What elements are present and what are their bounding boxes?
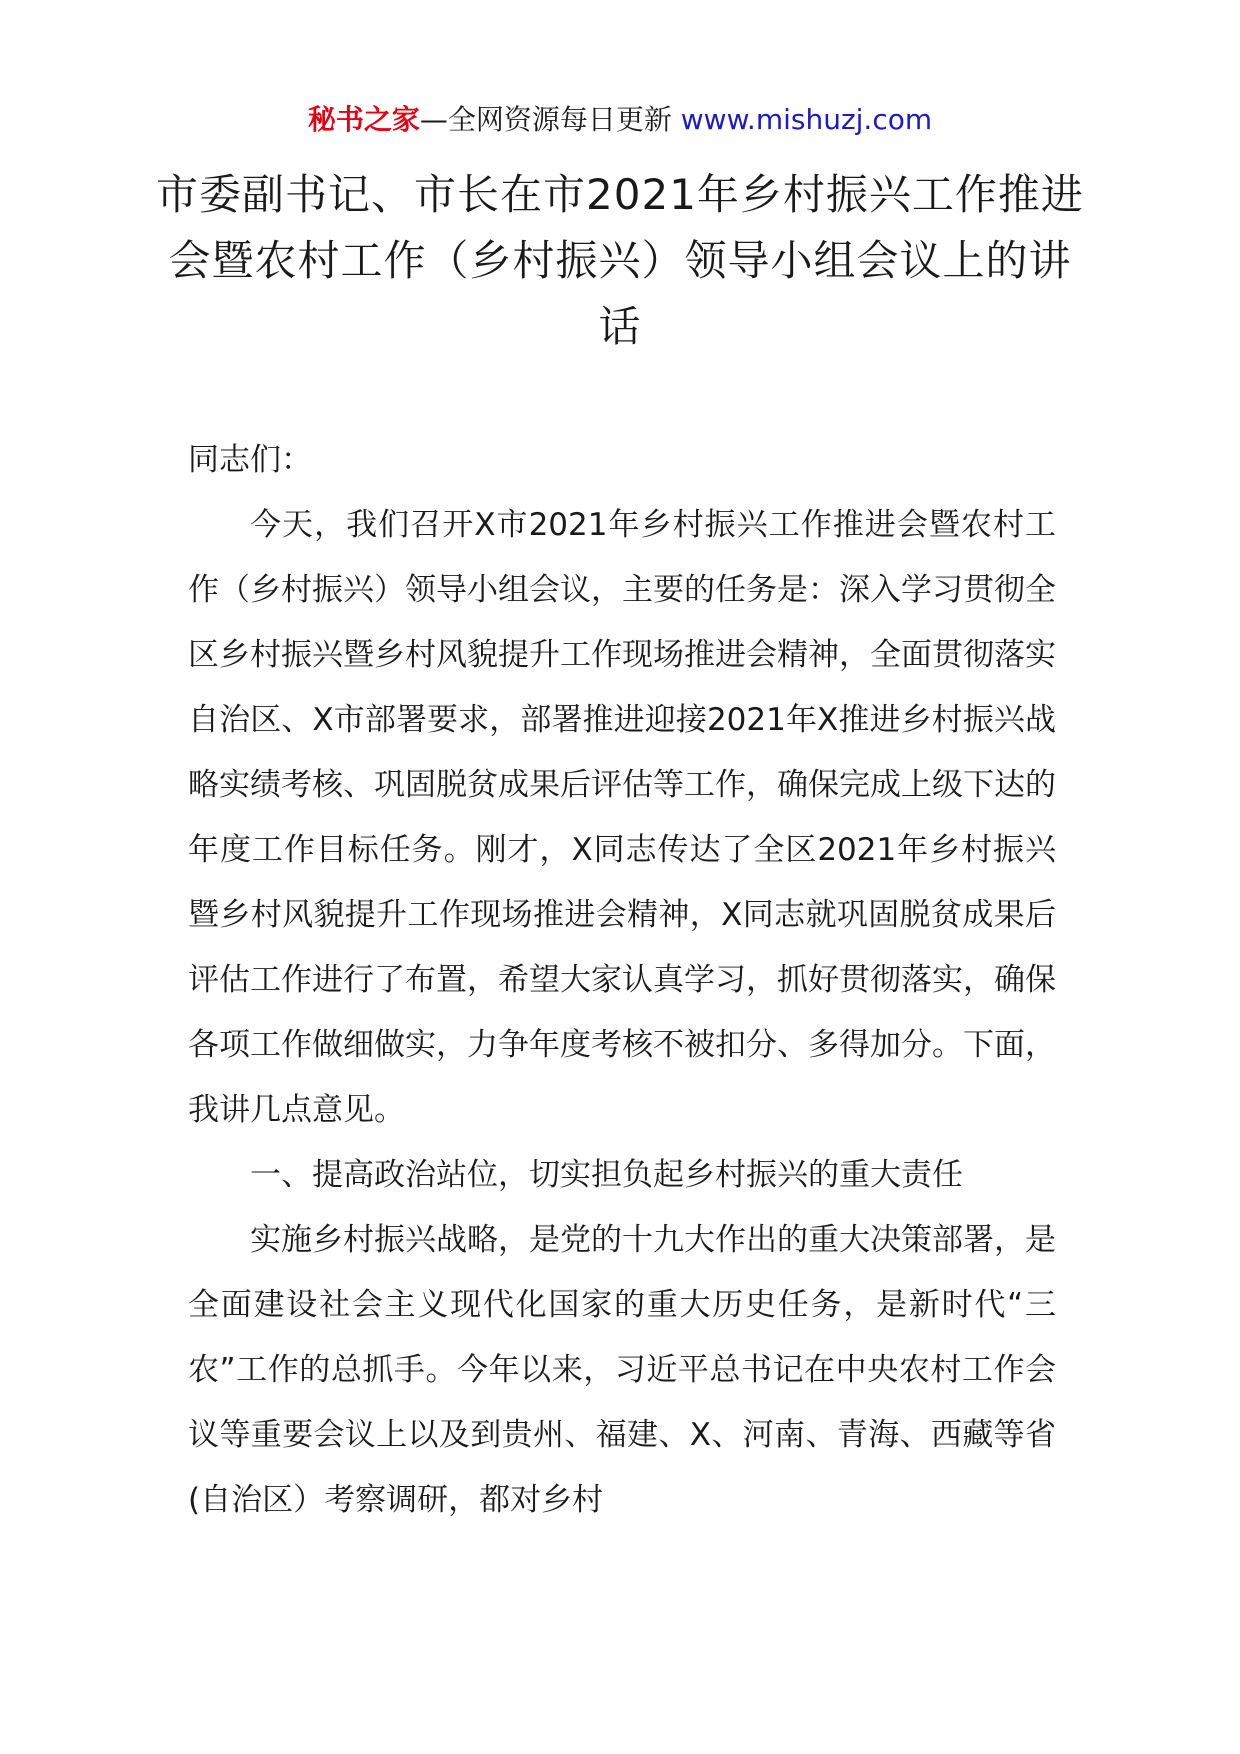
paragraph-intro: 今天，我们召开X市2021年乡村振兴工作推进会暨农村工作（乡村振兴）领导小组会议，主要的任务是：深入学习贯彻全区乡村振兴暨乡村风貌提升工作现场推进会精神，全面贯彻落实自治区、X市部署要求，部署推进迎接2021年X推进乡村振兴战略实绩考核、巩固脱贫成果后评估等工作，确保完成上级下达的年度工作目标任务。刚才，X同志传达了全区2021年乡村振兴暨乡村风貌提升工作现场推进会精神，X同志就巩固脱贫成果后评估工作进行了布置，希望大家认真学习，抓好贯彻落实，确保各项工作做细做实，力争年度考核不被扣分、多得加分。下面，我讲几点意见。 [188,507,1056,1128]
site-url-link[interactable]: www.mishuzj.com [680,103,933,136]
document-body [188,428,1056,1533]
section-heading: 一、提高政治站位，切实担负起乡村振兴的重大责任 [250,1157,963,1193]
greeting: 同志们： [188,442,312,478]
paragraph-section-one: 实施乡村振兴战略，是党的十九大作出的重大决策部署，是全面建设社会主义现代化国家的重大历史任务，是新时代“三农”工作的总抓手。今年以来，习近平总书记在中央农村工作会议等重要会议上以及到贵州、福建、X、河南、青海、西藏等省(自治区）考察调研，都对乡村 [188,1222,1056,1518]
document-title: 市委副书记、市长在市2021年乡村振兴工作推进会暨农村工作（乡村振兴）领导小组会议上的讲话 [156,170,1084,351]
site-header [0,100,1240,140]
brand-name: 秘书之家 [307,103,420,136]
header-tagline: —全网资源每日更新 [419,103,681,136]
